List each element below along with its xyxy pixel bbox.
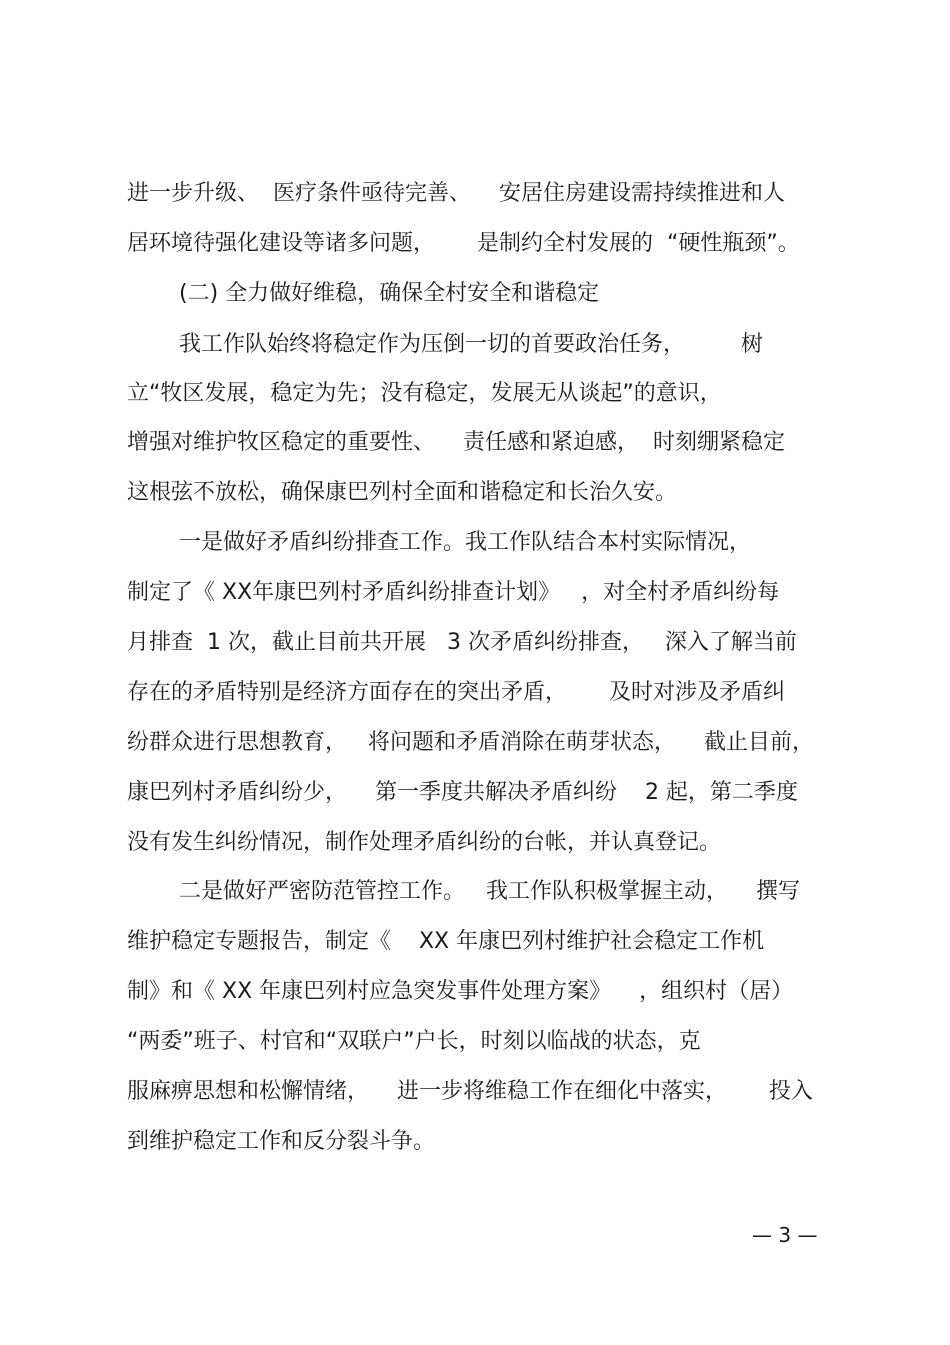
text-line-9: 制定了《 XX年康巴列村矛盾纠纷排查计划》 ，对全村矛盾纠纷每 bbox=[127, 580, 780, 605]
text-line-11: 存在的矛盾特别是经济方面存在的突出矛盾， 及时对涉及矛盾纠 bbox=[127, 680, 785, 705]
text-line-14: 没有发生纠纷情况，制作处理矛盾纠纷的台帐，并认真登记。 bbox=[127, 830, 722, 855]
page-number: — 3 — bbox=[752, 1223, 818, 1247]
text-line-16: 维护稳定专题报告，制定《 XX 年康巴列村维护社会稳定工作机 bbox=[127, 929, 765, 954]
text-line-8: 一是做好矛盾纠纷排查工作。我工作队结合本村实际情况， bbox=[179, 530, 752, 555]
text-line-1: 进一步升级、 医疗条件亟待完善、 安居住房建设需持续推进和人 bbox=[127, 181, 785, 206]
text-line-15: 二是做好严密防范管控工作。 我工作队积极掌握主动， 撰写 bbox=[179, 879, 800, 904]
text-line-5: 立“牧区发展，稳定为先；没有稳定，发展无从谈起”的意识， bbox=[127, 381, 722, 406]
section-heading: (二) 全力做好维稳，确保全村安全和谐稳定 bbox=[179, 281, 600, 306]
text-line-2: 居环境待强化建设等诸多问题， 是制约全村发展的 “硬性瓶颈”。 bbox=[127, 231, 800, 256]
text-line-17: 制》和《 XX 年康巴列村应急突发事件处理方案》 ，组织村（居） bbox=[127, 979, 794, 1004]
text-line-18: “两委”班子、村官和“双联户”户长，时刻以临战的状态，克 bbox=[127, 1029, 701, 1054]
text-line-4: 我工作队始终将稳定作为压倒一切的首要政治任务， 树 bbox=[179, 332, 763, 357]
text-line-20: 到维护稳定工作和反分裂斗争。 bbox=[127, 1129, 436, 1154]
text-line-13: 康巴列村矛盾纠纷少， 第一季度共解决矛盾纠纷 2 起，第二季度 bbox=[127, 780, 798, 805]
text-line-6: 增强对维护牧区稳定的重要性、 责任感和紧迫感， 时刻绷紧稳定 bbox=[127, 430, 785, 455]
text-line-10: 月排查 1 次，截止目前共开展 3 次矛盾纠纷排查， 深入了解当前 bbox=[127, 630, 797, 655]
text-line-7: 这根弦不放松，确保康巴列村全面和谐稳定和长治久安。 bbox=[127, 480, 678, 505]
text-line-12: 纷群众进行思想教育， 将问题和矛盾消除在萌芽状态， 截止目前， bbox=[127, 730, 814, 755]
text-line-19: 服麻痹思想和松懈情绪， 进一步将维稳工作在细化中落实， 投入 bbox=[127, 1079, 813, 1104]
